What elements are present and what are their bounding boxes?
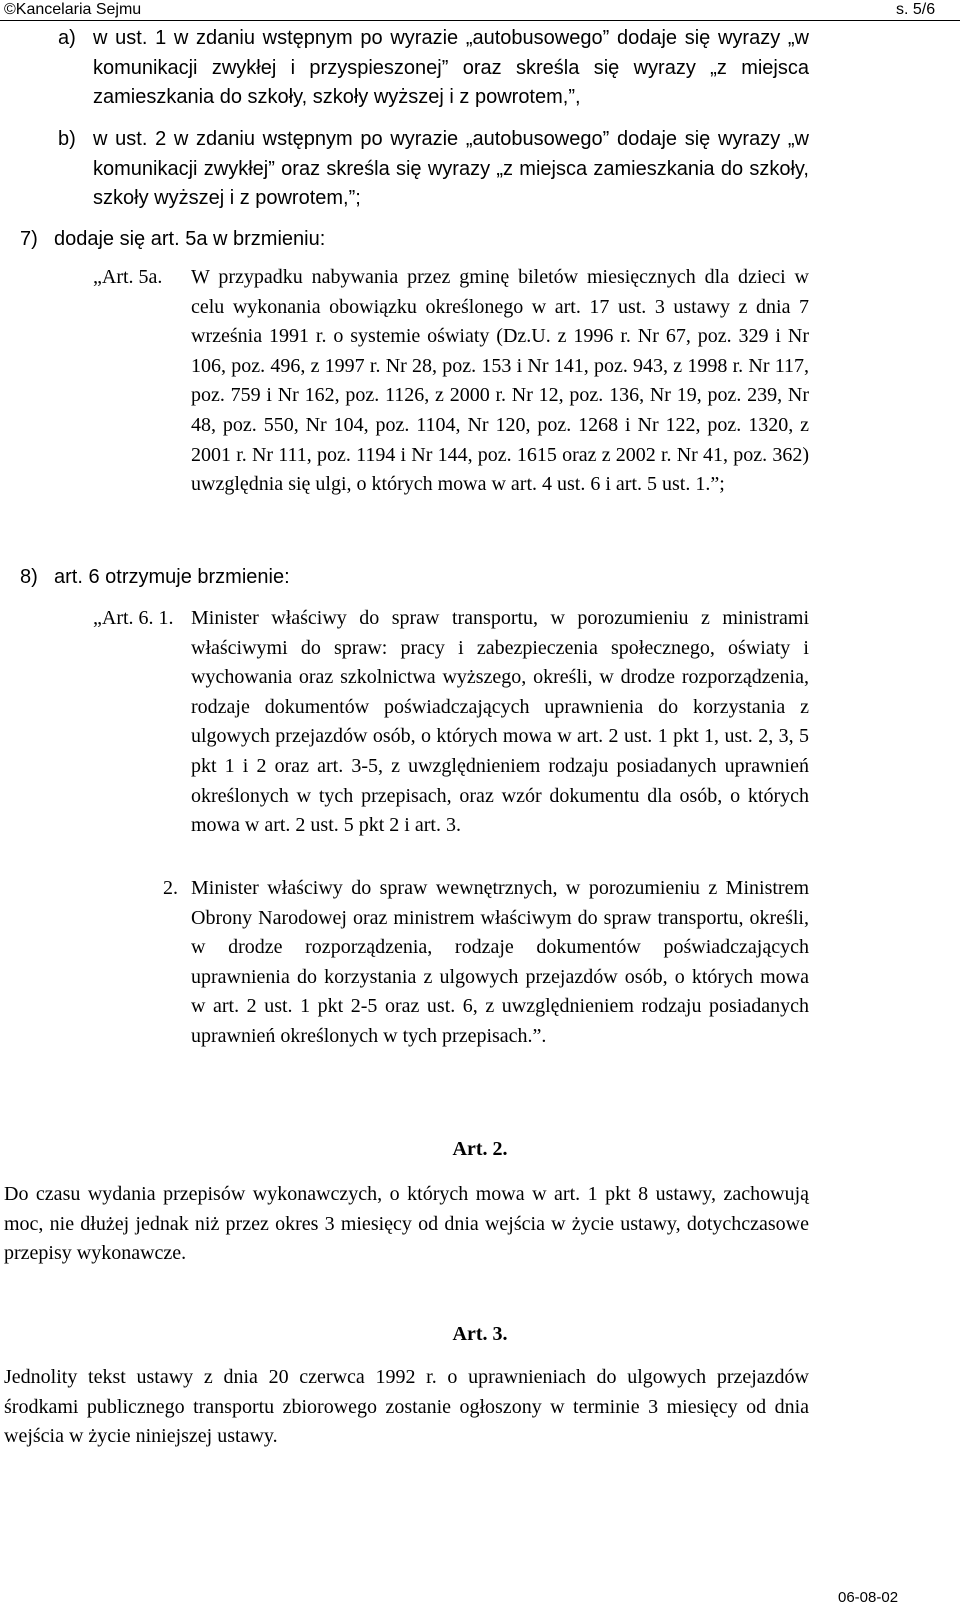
art-6-text: Minister właściwy do spraw transportu, w porozumieniu z ministrami właściwymi do spraw: pracy i zabezpieczenia społecznego, oświaty i wychowania oraz szkolnictwa wyższego, określi, w drodze rozporządzenia, rodzaje dokumentów poświadczających uprawnienia do korzystania z ulgowych przejazdów osób, o których mowa w art. 2 ust. 1 pkt 1, ust. 2, 3, 5 pkt 1 i 2 oraz art. 3-5, z uwzględnieniem rodzaju posiadanych uprawnień określonych w tych przepisach, oraz wzór dokumentu dla osób, o których mowa w art. 2 ust. 5 pkt 2 i art. 3. bbox=[191, 607, 809, 837]
art-6-label: „Art. 6. 1. bbox=[93, 607, 174, 629]
page-number: s. 5/6 bbox=[896, 1, 936, 18]
art-6-2-label: 2. bbox=[163, 877, 178, 899]
item-7-text: dodaje się art. 5a w brzmieniu: bbox=[54, 228, 326, 250]
document-date: 06-08-02 bbox=[838, 1589, 899, 1606]
item-a-text: w ust. 1 w zdaniu wstępnym po wyrazie „autobusowego” dodaje się wyrazy „w komunikacji zwykłej i przyspieszonej” oraz skreśla się wyrazy „z miejsca zamieszkania do szkoły, szkoły wyższej i z powrotem,”, bbox=[93, 27, 809, 109]
art-3-heading: Art. 3. bbox=[452, 1323, 508, 1345]
art-2-heading: Art. 2. bbox=[452, 1138, 508, 1160]
item-b-text: w ust. 2 w zdaniu wstępnym po wyrazie „autobusowego” dodaje się wyrazy „w komunikacji zwykłej” oraz skreśla się wyrazy „z miejsca zamieszkania do szkoły, szkoły wyższej i z powrotem,”; bbox=[93, 128, 809, 210]
art-5a-label: „Art. 5a. bbox=[93, 266, 163, 288]
header-rule bbox=[0, 20, 960, 21]
art-6-2-text: Minister właściwy do spraw wewnętrznych, w porozumieniu z Ministrem Obrony Narodowej oraz ministrem właściwym do spraw transportu, określi, w drodze rozporządzenia, rodzaje dokumentów poświadczających uprawnienia do korzystania z ulgowych przejazdów osób, o których mowa w art. 2 ust. 1 pkt 2-5 oraz ust. 6, z uwzględnieniem rodzaju posiadanych uprawnień określonych w tych przepisach.”. bbox=[191, 877, 809, 1047]
item-7-label: 7) bbox=[20, 228, 38, 250]
art-5a-text: W przypadku nabywania przez gminę biletów miesięcznych dla dzieci w celu wykonania obowiązku określonego w art. 17 ust. 3 ustawy z dnia 7 września 1991 r. o systemie oświaty (Dz.U. z 1996 r. Nr 67, poz. 329 i Nr 106, poz. 496, z 1997 r. Nr 28, poz. 153 i Nr 141, poz. 943, z 1998 r. Nr 117, poz. 759 i Nr 162, poz. 1126, z 2000 r. Nr 12, poz. 136, Nr 19, poz. 239, Nr 48, poz. 550, Nr 104, poz. 1104, Nr 120, poz. 1268 i Nr 122, poz. 1320, z 2001 r. Nr 111, poz. 1194 i Nr 144, poz. 1615 oraz z 2002 r. Nr 41, poz. 362) uwzględnia się ulgi, o których mowa w art. 4 ust. 6 i art. 5 ust. 1.”; bbox=[191, 266, 809, 496]
item-a-label: a) bbox=[58, 27, 76, 49]
art-2-text: Do czasu wydania przepisów wykonawczych, o których mowa w art. 1 pkt 8 ustawy, zachowują moc, nie dłużej jednak niż przez okres 3 miesięcy od dnia wejścia w życie ustawy, dotychczasowe przepisy wykonawcze. bbox=[4, 1183, 809, 1265]
item-b-label: b) bbox=[58, 128, 76, 150]
item-8-text: art. 6 otrzymuje brzmienie: bbox=[54, 566, 290, 588]
art-3-text: Jednolity tekst ustawy z dnia 20 czerwca 1992 r. o uprawnieniach do ulgowych przejazdów środkami publicznego transportu zbiorowego zostanie ogłoszony w terminie 3 miesięcy od dnia wejścia w życie niniejszej ustawy. bbox=[4, 1366, 809, 1448]
header-left: ©Kancelaria Sejmu bbox=[4, 1, 142, 18]
item-8-label: 8) bbox=[20, 566, 38, 588]
